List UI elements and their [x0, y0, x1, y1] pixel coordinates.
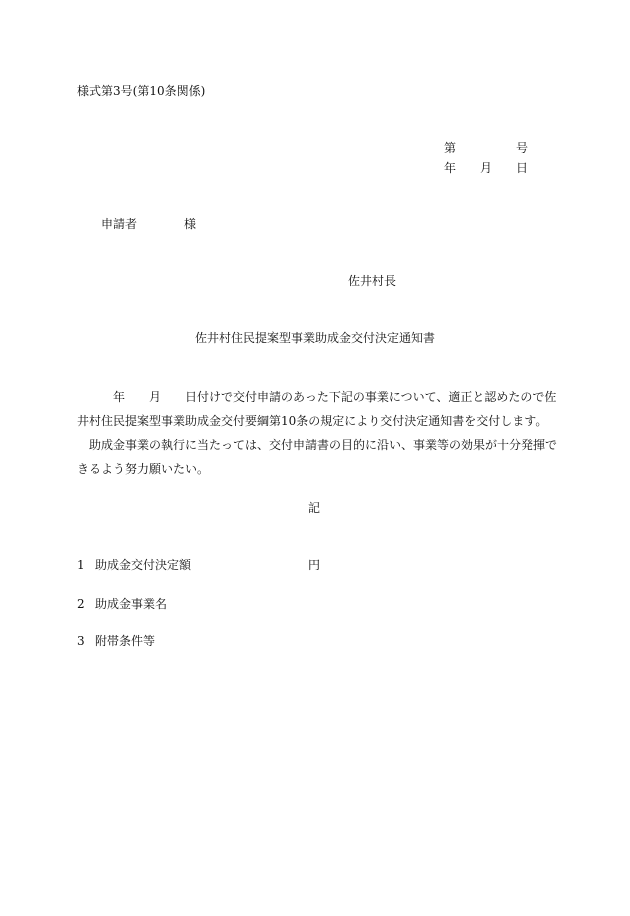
body-para2-line-1: 助成金事業の執行に当たっては、交付申請書の目的に沿い、事業等の効果が十分発揮で: [89, 438, 558, 452]
item-2-label: 助成金事業名: [95, 597, 168, 611]
recipient-honorific: 様: [184, 217, 197, 231]
body-month: 月: [149, 390, 162, 404]
item-1-label: 助成金交付決定額: [95, 558, 192, 572]
recipient-label: 申請者: [101, 217, 138, 231]
doc-date-day: 日: [516, 161, 529, 175]
body-year: 年: [113, 390, 126, 404]
body-text: [77, 385, 587, 481]
item-1-number: 1: [77, 558, 85, 572]
doc-date-month: 月: [480, 161, 493, 175]
body-line-1: [77, 385, 587, 409]
form-label: 様式第3号(第10条関係): [77, 84, 206, 98]
item-3-label: 附帯条件等: [95, 634, 156, 648]
item-3-number: 3: [77, 634, 85, 648]
ki-marker: 記: [308, 501, 321, 515]
body-para2-line-2: きるよう努力願いたい。: [77, 462, 210, 476]
document-title: 佐井村住民提案型事業助成金交付決定通知書: [194, 331, 435, 345]
body-line-2: 井村住民提案型事業助成金交付要綱第10条の規定により交付決定通知書を交付します。: [77, 414, 548, 428]
item-1-unit: 円: [308, 558, 321, 572]
doc-number-go: 号: [516, 141, 529, 155]
sender-name: 佐井村長: [348, 274, 397, 288]
doc-number-dai: 第: [444, 141, 457, 155]
doc-date-year: 年: [444, 161, 457, 175]
body-line-1-text: 日付けで交付申請のあった下記の事業について、適正と認めたので佐: [185, 390, 557, 404]
item-2-number: 2: [77, 597, 85, 611]
